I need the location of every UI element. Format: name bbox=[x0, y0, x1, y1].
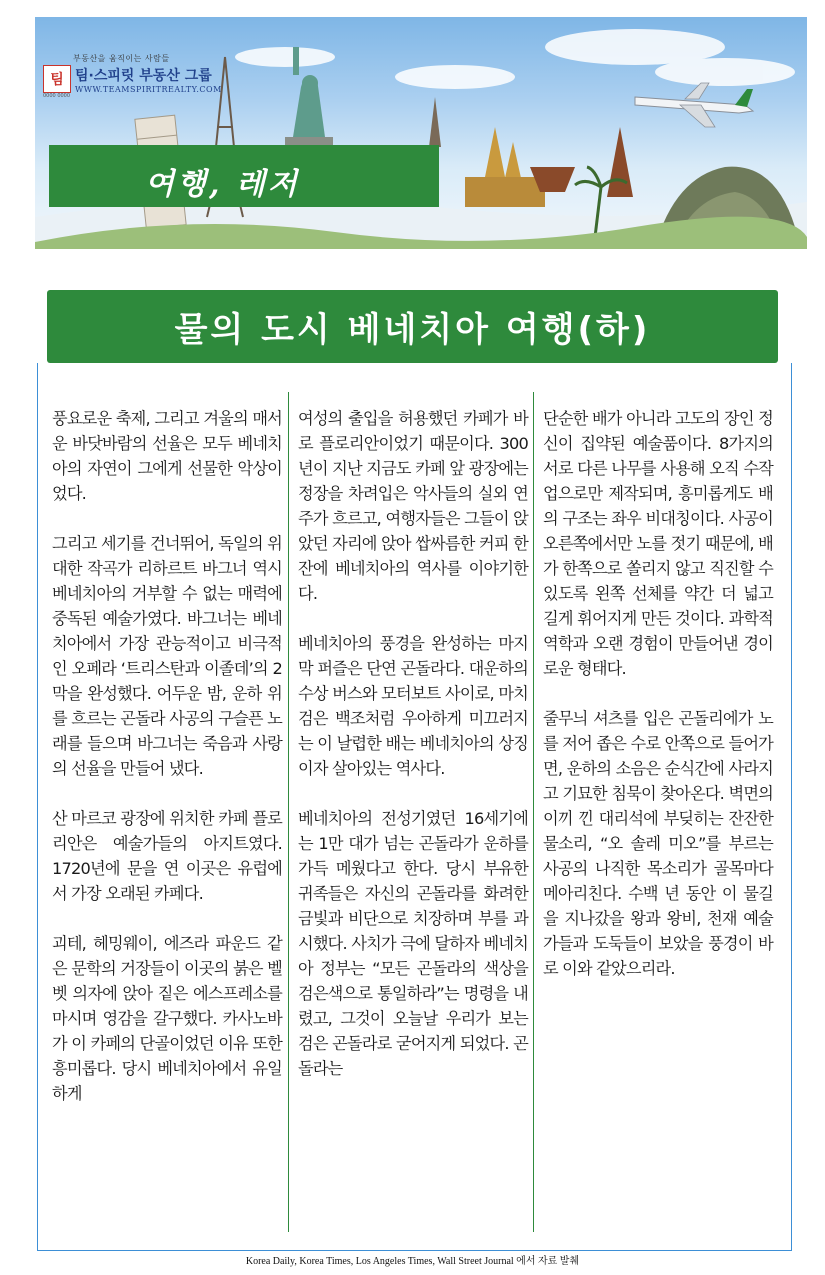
logo-mark-icon: 팀 bbox=[43, 65, 71, 93]
logo-tagline: 부동산을 움직이는 사람들 bbox=[73, 54, 170, 63]
section-tag-label: 여행, 레저 bbox=[145, 167, 300, 202]
airplane-icon bbox=[635, 83, 753, 127]
travel-landmarks-illustration bbox=[35, 17, 807, 249]
paragraph: 풍요로운 축제, 그리고 겨울의 매서운 바닷바람의 선율은 모두 베네치아의 자연이 그에게 선물한 악상이었다. bbox=[52, 409, 282, 503]
logo-website-url: WWW.TEAMSPIRITREALTY.COM bbox=[75, 85, 222, 94]
section-tag bbox=[49, 145, 439, 207]
paragraph: 산 마르코 광장에 위치한 카페 플로리안은 예술가들의 아지트였다. 1720년에 문을 연 이곳은 유럽에서 가장 오래된 카페다. bbox=[52, 809, 282, 903]
header-banner bbox=[35, 17, 807, 249]
logo-company-name: 팀·스피릿 부동산 그룹 bbox=[75, 68, 212, 84]
article-column-1 bbox=[52, 406, 282, 1131]
paragraph: 괴테, 헤밍웨이, 에즈라 파운드 같은 문학의 거장들이 이곳의 붉은 벨벳 의자에 앉아 짙은 에스프레소를 마시며 영감을 갈구했다. 카사노바가 이 카페의 단골이었던 이유 또한 흥미롭다. 당시 베네치아에서 유일하게 bbox=[52, 934, 282, 1103]
article-title: 물의 도시 베네치아 여행(하) bbox=[174, 310, 651, 350]
article-title-bar bbox=[47, 290, 778, 363]
logo-number: 0000 0000 bbox=[43, 93, 71, 99]
paragraph: 그리고 세기를 건너뛰어, 독일의 위대한 작곡가 리하르트 바그너 역시 베네치아의 거부할 수 없는 매력에 중독된 예술가였다. 바그너는 베네치아에서 가장 관능적이고 비극적인 오페라 ‘트리스탄과 이졸데’의 2막을 완성했다. 어두운 밤, 운하 위를 흐르는 곤돌라 사공의 구슬픈 노래를 들으며 바그너는 죽음과 사랑의 선율을 만들어 냈다. bbox=[52, 534, 282, 778]
company-logo[interactable] bbox=[43, 55, 221, 103]
column-divider bbox=[288, 392, 289, 1232]
article-column-3 bbox=[543, 406, 773, 1006]
source-credit: Korea Daily, Korea Times, Los Angeles Times, Wall Street Journal 에서 자료 발췌 bbox=[245, 1256, 580, 1267]
article-column-2 bbox=[298, 406, 528, 1106]
column-divider bbox=[533, 392, 534, 1232]
paragraph: 여성의 출입을 허용했던 카페가 바로 플로리안이었기 때문이다. 300년이 지난 지금도 카페 앞 광장에는 정장을 차려입은 악사들의 실외 연주가 흐르고, 여행자들은 그들이 앉았던 자리에 앉아 쌉싸름한 커피 한 잔에 베네치아의 역사를 이야기한다. bbox=[298, 409, 528, 603]
paragraph: 베네치아의 전성기였던 16세기에는 1만 대가 넘는 곤돌라가 운하를 가득 메웠다고 한다. 당시 부유한 귀족들은 자신의 곤돌라를 화려한 금빛과 비단으로 치장하며 부를 과시했다. 사치가 극에 달하자 베네치아 정부는 “모든 곤돌라의 색상을 검은색으로 통일하라”는 명령을 내렸고, 그것이 오늘날 우리가 보는 검은 곤돌라로 굳어지게 되었다. 곤돌라는 bbox=[298, 809, 528, 1078]
paragraph: 베네치아의 풍경을 완성하는 마지막 퍼즐은 단연 곤돌라다. 대운하의 수상 버스와 모터보트 사이로, 마치 검은 백조처럼 우아하게 미끄러지는 이 날렵한 배는 베네치아의 상징이자 살아있는 역사다. bbox=[298, 634, 528, 778]
temples-icon bbox=[429, 97, 633, 207]
paragraph: 줄무늬 셔츠를 입은 곤돌리에가 노를 저어 좁은 수로 안쪽으로 들어가면, 운하의 소음은 순식간에 사라지고 기묘한 침묵이 찾아온다. 벽면의 이끼 낀 대리석에 부딪히는 잔잔한 물소리, “오 솔레 미오”를 부르는 사공의 나직한 목소리가 골목마다 메아리친다. 수백 년 동안 이 물길을 지나갔을 왕과 왕비, 천재 예술가들과 도둑들이 보았을 풍경이 바로 이와 같았으리라. bbox=[543, 709, 773, 978]
paragraph: 단순한 배가 아니라 고도의 장인 정신이 집약된 예술품이다. 8가지의 서로 다른 나무를 사용해 오직 수작업으로만 제작되며, 흥미롭게도 배의 구조는 좌우 비대칭이다. 사공이 오른쪽에서만 노를 젓기 때문에, 배가 한쪽으로 쏠리지 않고 직진할 수 있도록 왼쪽 선체를 약간 더 넓고 길게 휘어지게 만든 것이다. 과학적 역학과 오랜 경험이 만들어낸 경이로운 형태다. bbox=[543, 409, 773, 678]
